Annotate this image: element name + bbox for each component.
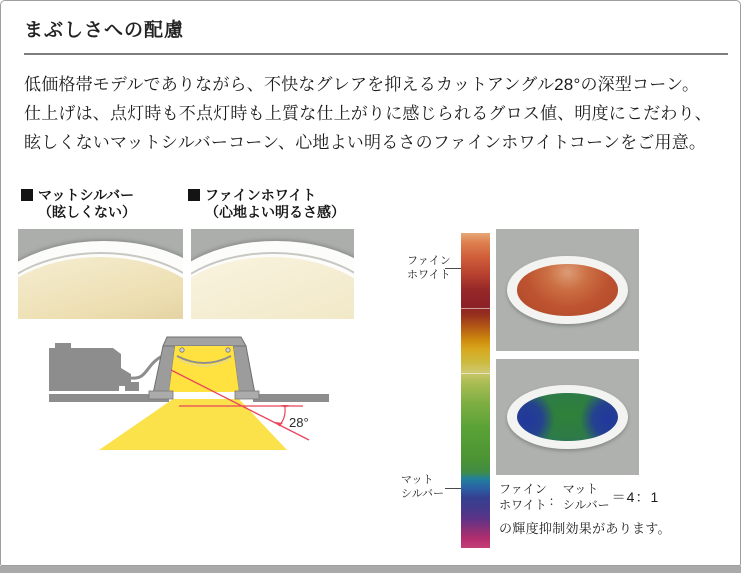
equals-sign: ＝ <box>611 489 627 505</box>
cone-interior <box>191 257 354 319</box>
photo-matt-silver-cone <box>18 229 183 319</box>
title-underline <box>24 53 728 55</box>
luminance-image-matt-silver <box>496 359 639 475</box>
intro-line: 低価格帯モデルでありながら、不快なグレアを抑えるカットアングル28°の深型コーン。 <box>24 75 700 94</box>
cutoff-angle-diagram <box>41 334 336 461</box>
driver-box <box>49 343 131 391</box>
fixture-top-cap <box>163 337 246 346</box>
scale-label-matt-silver <box>401 473 444 501</box>
luminance-ratio <box>499 481 719 537</box>
scale-tick-matt-silver <box>445 488 461 489</box>
trim-flange-left <box>149 391 173 399</box>
legend-label: マットシルバー <box>38 187 135 203</box>
screw-icon <box>226 348 230 352</box>
scale-label-line: シルバー <box>401 488 444 500</box>
scale-label-line: マット <box>401 474 434 486</box>
luminance-scale-bar <box>461 233 490 548</box>
legend-label: ファインホワイト <box>205 187 317 203</box>
screw-icon <box>180 348 184 352</box>
photo-fine-white-cone <box>191 229 354 319</box>
ratio-value <box>612 487 660 507</box>
page-title: まぶしさへの配慮 <box>24 20 185 41</box>
page-bottom-edge <box>0 566 741 573</box>
intro-line: 仕上げは、点灯時も不点灯時も上質な仕上がりに感じられるグロス値、明度にこだわり、 <box>24 104 712 123</box>
ratio-text: ホワイト <box>499 498 547 512</box>
luminance-hot-area <box>517 264 617 315</box>
angle-label: 28° <box>289 415 309 430</box>
scale-division-line <box>461 308 490 309</box>
intro-line: 眩しくないマットシルバーコーン、心地よい明るさのファインホワイトコーンをご用意。 <box>24 133 707 152</box>
legend-fine-white <box>188 187 345 221</box>
ratio-number: 4：1 <box>626 489 660 505</box>
scale-label-fine-white <box>407 254 451 282</box>
cone-interior <box>18 257 183 319</box>
ratio-text: シルバー <box>562 498 610 512</box>
legend-note: （心地よい明るさ感） <box>205 204 345 220</box>
scale-label-line: ファイン <box>407 255 451 267</box>
legend-swatch-icon <box>188 189 200 201</box>
legend-swatch-icon <box>21 189 33 201</box>
ratio-text: マット <box>562 482 599 496</box>
legend-matt-silver <box>21 187 136 221</box>
luminance-image-fine-white <box>496 229 639 351</box>
ratio-colon: ： <box>548 493 561 508</box>
trim-flange-right <box>235 391 259 399</box>
ratio-text: ファイン <box>499 482 547 496</box>
ratio-left-term <box>499 481 547 513</box>
light-cone <box>169 346 239 392</box>
scale-label-line: ホワイト <box>407 269 451 281</box>
intro-paragraph <box>24 70 726 157</box>
luminance-cool-area <box>517 393 617 442</box>
ratio-note: の輝度抑制効果があります。 <box>499 521 671 536</box>
legend-note: （眩しくない） <box>38 204 136 220</box>
driver-foot <box>125 382 139 391</box>
scale-division-line <box>461 373 490 374</box>
ratio-right-term <box>563 481 610 513</box>
ceiling-right <box>253 394 329 402</box>
